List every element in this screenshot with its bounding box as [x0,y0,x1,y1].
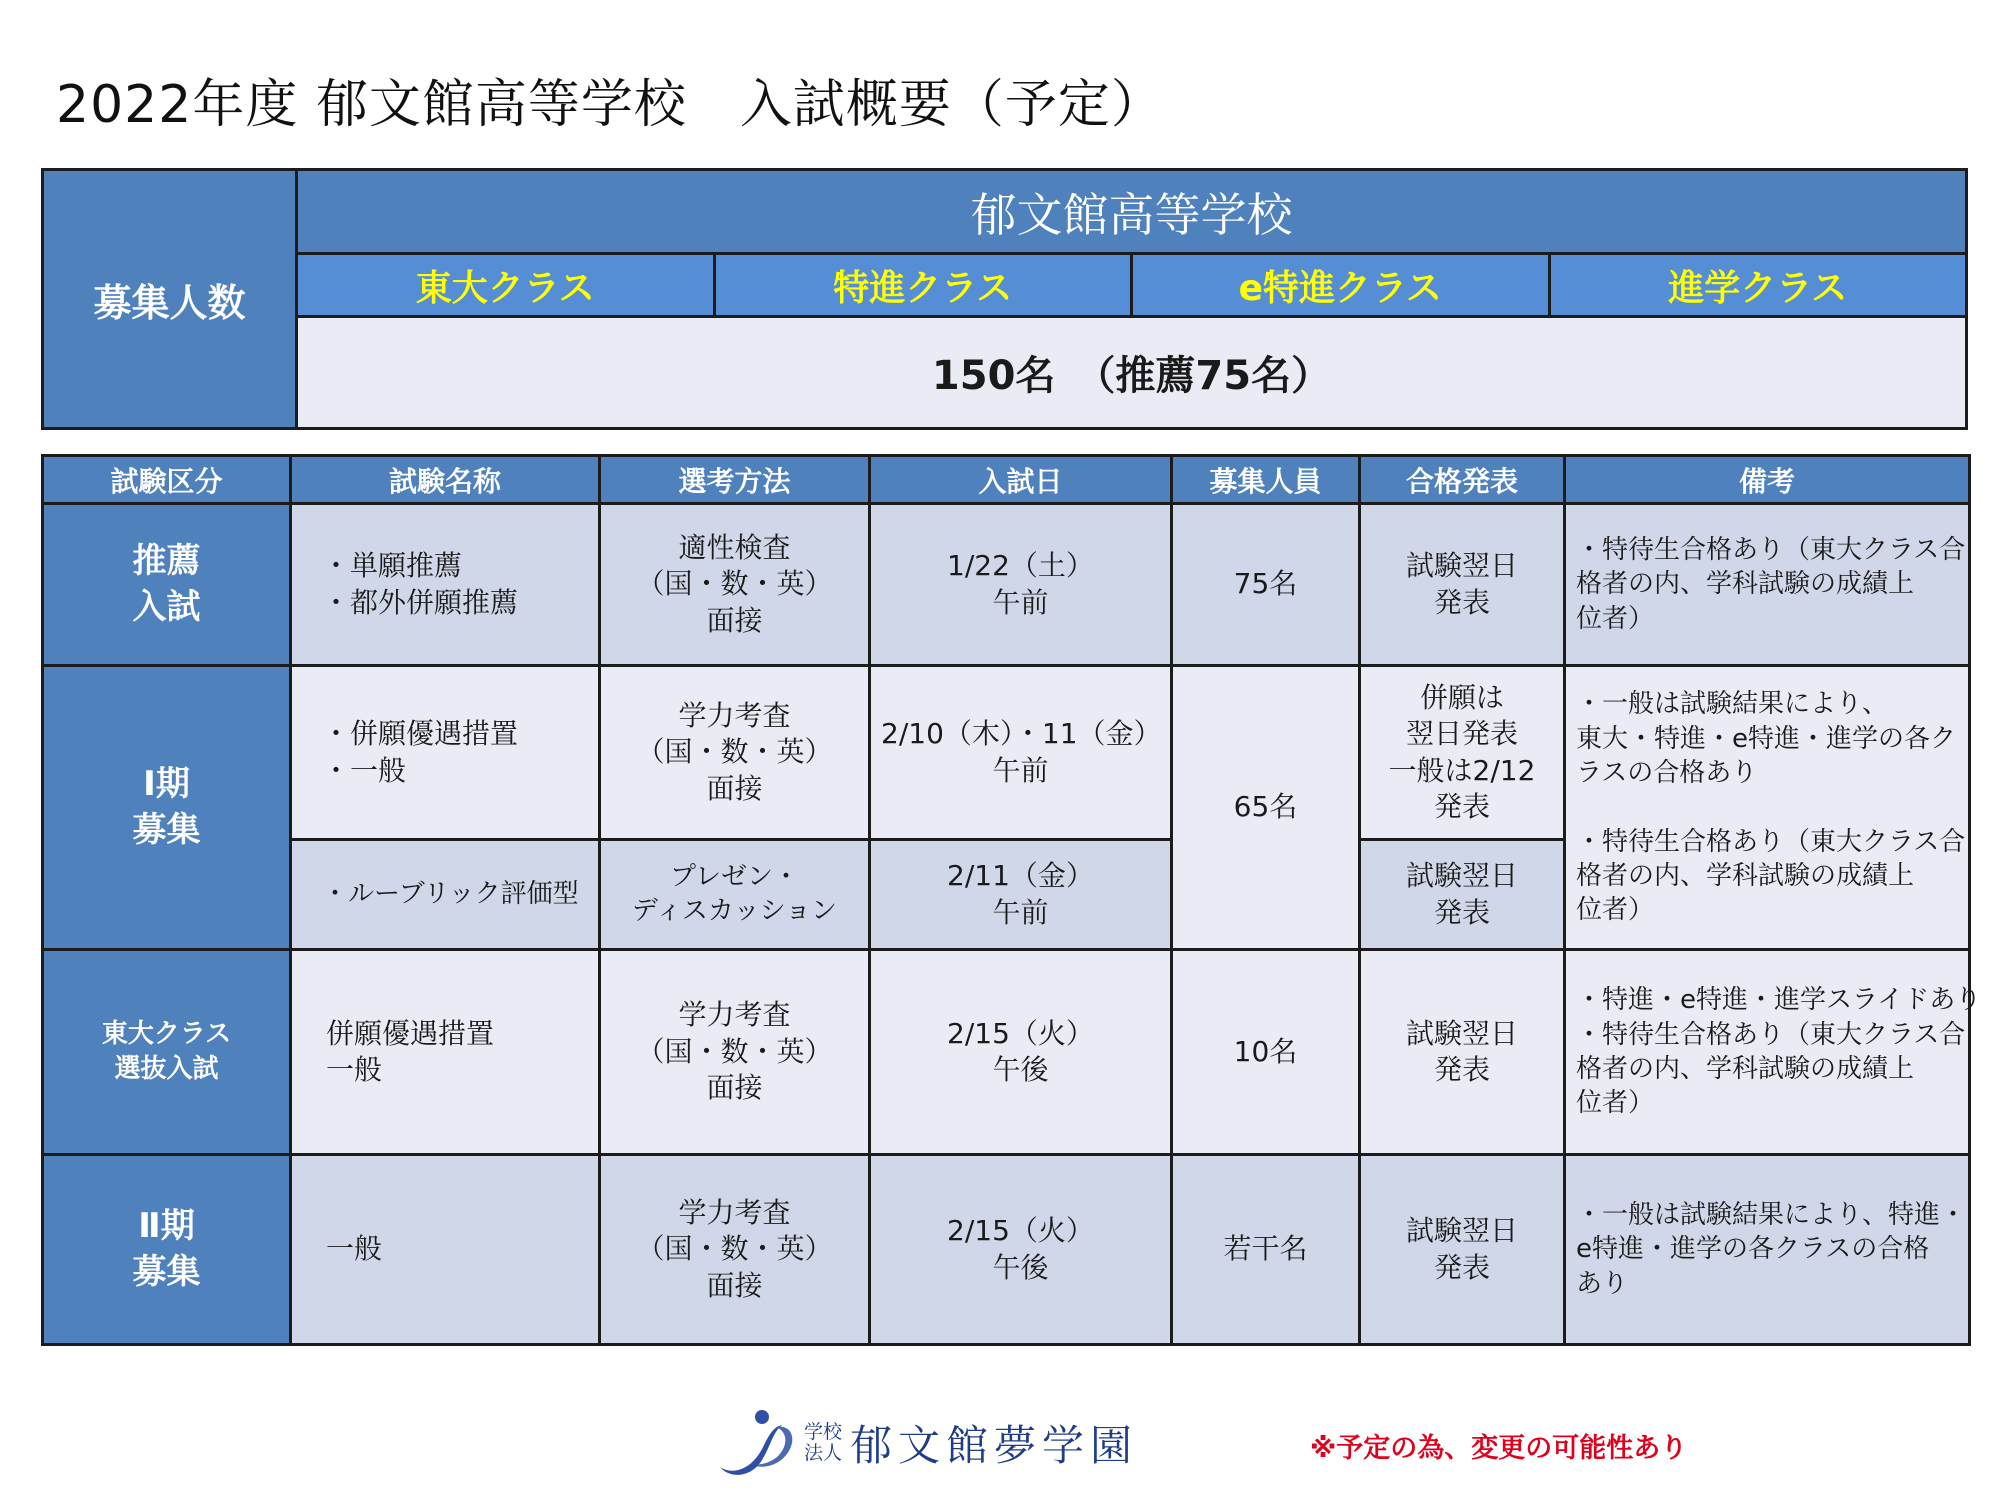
capacity-cell: 65名 [1172,666,1360,950]
header-category: 試験区分 [43,456,291,504]
date-cell: 2/10（木）・11（金） 午前 [870,666,1172,840]
schedule-change-note: ※予定の為、変更の可能性あり [1310,1433,1688,1464]
header-date: 入試日 [870,456,1172,504]
class-list [298,255,1965,318]
exam-overview-table [41,454,1982,1346]
header-method: 選考方法 [600,456,870,504]
school-logo [712,1405,1138,1481]
category-suisen: 推薦 入試 [43,504,291,666]
method-cell: プレゼン・ ディスカッション [600,840,870,950]
table-row [43,1155,1970,1345]
recruitment-count-value: 150名 （推薦75名） [298,318,1965,427]
notes-cell: ・一般は試験結果により、 東大・特進・e特進・進学の各ク ラスの合格あり ・特待生合格あり（東大クラス合 格者の内、学科試験の成績上 位者） [1565,666,1970,950]
announcement-cell: 試験翌日 発表 [1360,504,1565,666]
table-row [43,504,1970,666]
class-e-tokushin: e特進クラス [1133,255,1551,315]
date-cell: 1/22（土） 午前 [870,504,1172,666]
date-cell: 2/15（火） 午後 [870,950,1172,1155]
logo-name: 郁文館夢学園 [850,1421,1139,1470]
exam-name-cell: ・単願推薦 ・都外併願推薦 [291,504,600,666]
category-todai: 東大クラス 選抜入試 [43,950,291,1155]
notes-cell: ・特待生合格あり（東大クラス合 格者の内、学科試験の成績上 位者） [1565,504,1970,666]
yumegakuen-logo-icon [712,1405,798,1481]
class-shingaku: 進学クラス [1551,255,1966,315]
method-cell: 学力考査 （国・数・英） 面接 [600,666,870,840]
logo-corp-label: 学校 法人 [804,1421,843,1464]
recruitment-count-label: 募集人数 [44,171,298,427]
announcement-cell: 試験翌日 発表 [1360,840,1565,950]
method-cell: 学力考査 （国・数・英） 面接 [600,1155,870,1345]
date-cell: 2/15（火） 午後 [870,1155,1172,1345]
header-exam-name: 試験名称 [291,456,600,504]
date-cell: 2/11（金） 午前 [870,840,1172,950]
method-cell: 学力考査 （国・数・英） 面接 [600,950,870,1155]
school-name-header: 郁文館高等学校 [298,171,1965,255]
exam-name-cell: 一般 [291,1155,600,1345]
capacity-cell: 75名 [1172,504,1360,666]
header-announcement: 合格発表 [1360,456,1565,504]
page-title: 2022年度 郁文館高等学校 入試概要（予定） [56,75,1164,135]
category-ki1: Ⅰ期 募集 [43,666,291,950]
notes-cell: ・一般は試験結果により、特進・ e特進・進学の各クラスの合格 あり [1565,1155,1970,1345]
announcement-cell: 併願は 翌日発表 一般は2/12 発表 [1360,666,1565,840]
recruitment-summary-table [41,168,1968,430]
notes-cell: ・特進・e特進・進学スライドあり ・特待生合格あり（東大クラス合 格者の内、学科試験の成績上 位者） [1565,950,1970,1155]
exam-name-cell: ・併願優遇措置 ・一般 [291,666,600,840]
header-capacity: 募集人員 [1172,456,1360,504]
class-tokushin: 特進クラス [716,255,1134,315]
category-ki2: Ⅱ期 募集 [43,1155,291,1345]
capacity-cell: 若干名 [1172,1155,1360,1345]
table-header-row [43,456,1970,504]
capacity-cell: 10名 [1172,950,1360,1155]
exam-name-cell: 併願優遇措置 一般 [291,950,600,1155]
header-notes: 備考 [1565,456,1970,504]
table-row [43,666,1970,840]
announcement-cell: 試験翌日 発表 [1360,1155,1565,1345]
class-todai: 東大クラス [298,255,716,315]
method-cell: 適性検査 （国・数・英） 面接 [600,504,870,666]
announcement-cell: 試験翌日 発表 [1360,950,1565,1155]
table-row [43,950,1970,1155]
exam-name-cell: ・ルーブリック評価型 [291,840,600,950]
